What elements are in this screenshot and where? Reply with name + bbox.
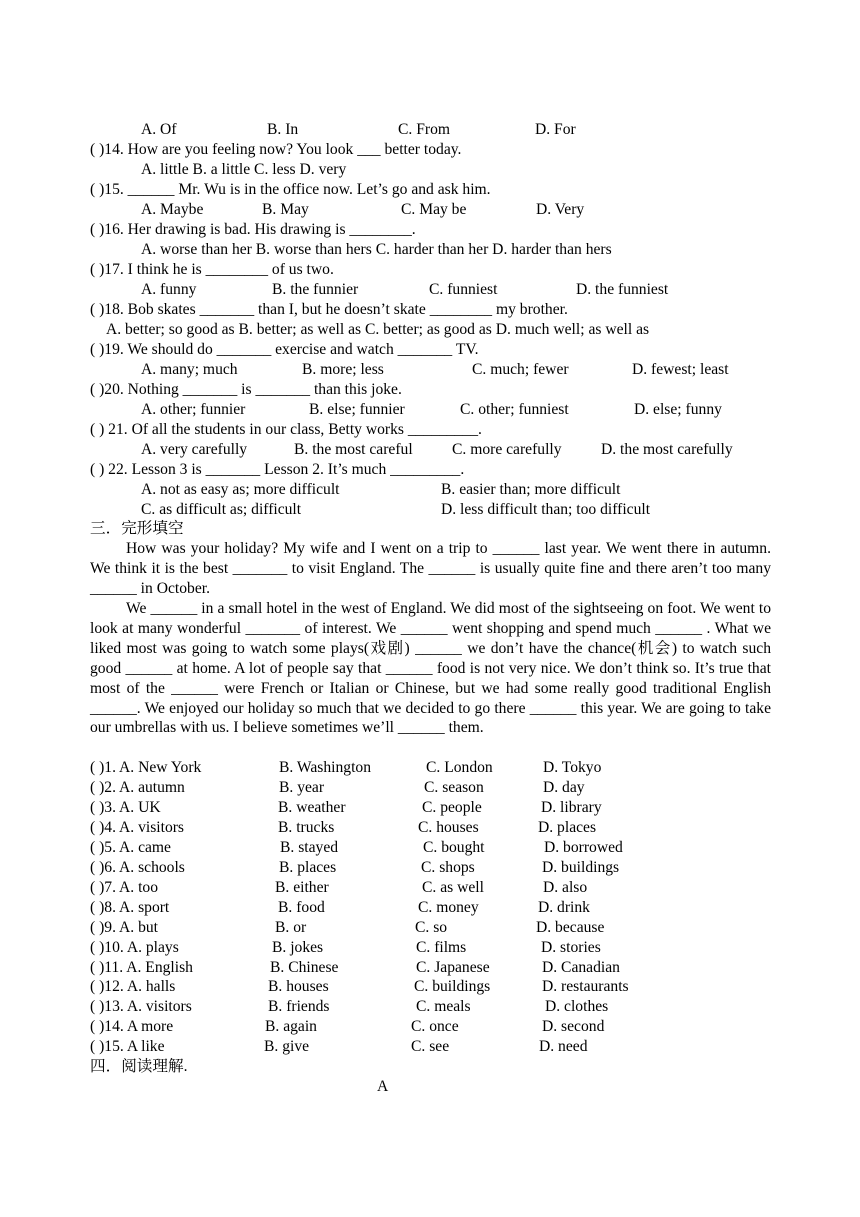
item-d: D. stories — [541, 939, 601, 956]
item-d: D. clothes — [545, 998, 609, 1015]
item-d: D. need — [539, 1038, 588, 1055]
item-b: B. or — [275, 919, 307, 936]
item-a: ( )10. A. plays — [90, 939, 179, 956]
option-d: D. less difficult than; too difficult — [441, 501, 651, 518]
option-b: B. easier than; more difficult — [441, 481, 621, 498]
item-b: B. either — [275, 879, 329, 896]
passage-label: A — [377, 1078, 389, 1095]
option-a: A. Maybe — [141, 201, 204, 218]
question-stem: ( )19. We should do _______ exercise and watch _______ TV. — [90, 341, 479, 358]
item-d: D. Tokyo — [543, 759, 602, 776]
question-stem: ( ) 22. Lesson 3 is _______ Lesson 2. It’s much _________. — [90, 461, 465, 478]
item-c: C. season — [424, 779, 484, 796]
item-a: ( )12. A. halls — [90, 978, 176, 995]
question-stem: ( )14. How are you feeling now? You look ___ better today. — [90, 141, 462, 158]
item-c: C. money — [418, 899, 479, 916]
item-c: C. films — [416, 939, 467, 956]
item-a: ( )8. A. sport — [90, 899, 170, 916]
item-b: B. places — [279, 859, 337, 876]
item-b: B. weather — [278, 799, 346, 816]
item-a: ( )7. A. too — [90, 879, 159, 896]
section-heading: 三．完形填空 — [90, 520, 184, 537]
item-c: C. people — [422, 799, 482, 816]
option-d: D. fewest; least — [632, 361, 729, 378]
item-d: D. borrowed — [544, 839, 623, 856]
item-a: ( )1. A. New York — [90, 759, 202, 776]
item-c: C. bought — [423, 839, 485, 856]
cloze-paragraph-2: We ______ in a small hotel in the west of England. We did most of the sightseeing on foot. We went to look at many wonderful _______ of interest. We ______ went shopping and spend much ______ . What we liked most was going to watch some plays(戏剧) ______ we don’t have the chance(机会) to watch such good ______ at home. A lot of people say that ______ food is not very nice. We don’t think so. It’s true that most of the ______ were French or Italian or Chinese, but we had some really good traditional English ______. We enjoyed our holiday so much that we decided to go there ______ this year. We are going to take our umbrellas with us. I believe sometimes we’ll ______ them. — [90, 600, 771, 737]
item-a: ( )4. A. visitors — [90, 819, 184, 836]
option-row: A. better; so good as B. better; as well as C. better; as good as D. much well; as well as — [106, 321, 650, 338]
question-stem: ( )15. ______ Mr. Wu is in the office now. Let’s go and ask him. — [90, 181, 491, 198]
item-b: B. jokes — [272, 939, 324, 956]
option-a: A. Of — [141, 121, 177, 138]
item-b: B. houses — [268, 978, 329, 995]
item-c: C. as well — [422, 879, 484, 896]
item-a: ( )15. A like — [90, 1038, 165, 1055]
option-row: A. little B. a little C. less D. very — [141, 161, 347, 178]
item-a: ( )13. A. visitors — [90, 998, 192, 1015]
option-row: A. worse than her B. worse than hers C. harder than her D. harder than hers — [141, 241, 612, 258]
question-stem: ( ) 21. Of all the students in our class, Betty works _________. — [90, 421, 482, 438]
item-d: D. because — [536, 919, 605, 936]
option-d: D. Very — [536, 201, 585, 218]
question-stem: ( )17. I think he is ________ of us two. — [90, 261, 334, 278]
item-d: D. drink — [538, 899, 590, 916]
option-c: C. much; fewer — [472, 361, 569, 378]
item-d: D. places — [538, 819, 597, 836]
item-a: ( )5. A. came — [90, 839, 171, 856]
question-stem: ( )18. Bob skates _______ than I, but he doesn’t skate ________ my brother. — [90, 301, 568, 318]
option-d: D. else; funny — [634, 401, 722, 418]
option-c: C. other; funniest — [460, 401, 569, 418]
item-d: D. restaurants — [542, 978, 629, 995]
passage-label-line — [0, 1077, 765, 1097]
section-heading: 四．阅读理解. — [90, 1058, 188, 1075]
item-c: C. London — [426, 759, 493, 776]
item-b: B. again — [265, 1018, 317, 1035]
option-d: D. For — [535, 121, 576, 138]
option-c: C. May be — [401, 201, 467, 218]
option-a: A. funny — [141, 281, 197, 298]
option-a: A. very carefully — [141, 441, 248, 458]
item-c: C. buildings — [414, 978, 491, 995]
item-c: C. shops — [421, 859, 475, 876]
item-d: D. also — [543, 879, 588, 896]
option-b: B. more; less — [302, 361, 384, 378]
option-a: A. other; funnier — [141, 401, 246, 418]
item-c: C. once — [411, 1018, 459, 1035]
option-a: A. many; much — [141, 361, 238, 378]
option-b: B. the funnier — [272, 281, 359, 298]
item-d: D. buildings — [542, 859, 620, 876]
question-stem: ( )20. Nothing _______ is _______ than this joke. — [90, 381, 402, 398]
option-b: B. In — [267, 121, 299, 138]
cloze-paragraph-1: How was your holiday? My wife and I went on a trip to ______ last year. We went there in autumn. We think it is the best _______ to visit England. The ______ is usually quite fine and there aren’t too many ______ in October. — [90, 540, 771, 597]
item-c: C. houses — [418, 819, 479, 836]
option-c: C. funniest — [429, 281, 498, 298]
item-b: B. trucks — [278, 819, 335, 836]
option-a: A. not as easy as; more difficult — [141, 481, 340, 498]
item-b: B. food — [278, 899, 325, 916]
option-b: B. the most careful — [294, 441, 413, 458]
item-a: ( )14. A more — [90, 1018, 174, 1035]
item-a: ( )9. A. but — [90, 919, 159, 936]
item-c: C. so — [415, 919, 448, 936]
item-c: C. meals — [416, 998, 471, 1015]
item-b: B. year — [279, 779, 325, 796]
item-d: D. day — [543, 779, 585, 796]
option-c: C. more carefully — [452, 441, 562, 458]
item-c: C. see — [411, 1038, 450, 1055]
item-a: ( )11. A. English — [90, 959, 193, 976]
option-b: B. May — [262, 201, 309, 218]
option-d: D. the funniest — [576, 281, 669, 298]
item-a: ( )3. A. UK — [90, 799, 161, 816]
item-b: B. stayed — [280, 839, 339, 856]
item-b: B. give — [264, 1038, 310, 1055]
option-d: D. the most carefully — [601, 441, 733, 458]
item-b: B. friends — [268, 998, 330, 1015]
option-c: C. From — [398, 121, 450, 138]
item-d: D. Canadian — [542, 959, 620, 976]
question-stem: ( )16. Her drawing is bad. His drawing is ________. — [90, 221, 416, 238]
item-b: B. Chinese — [270, 959, 339, 976]
item-b: B. Washington — [279, 759, 372, 776]
item-a: ( )6. A. schools — [90, 859, 185, 876]
item-a: ( )2. A. autumn — [90, 779, 185, 796]
item-d: D. second — [542, 1018, 605, 1035]
option-b: B. else; funnier — [309, 401, 405, 418]
option-c: C. as difficult as; difficult — [141, 501, 302, 518]
item-c: C. Japanese — [416, 959, 490, 976]
item-d: D. library — [541, 799, 602, 816]
